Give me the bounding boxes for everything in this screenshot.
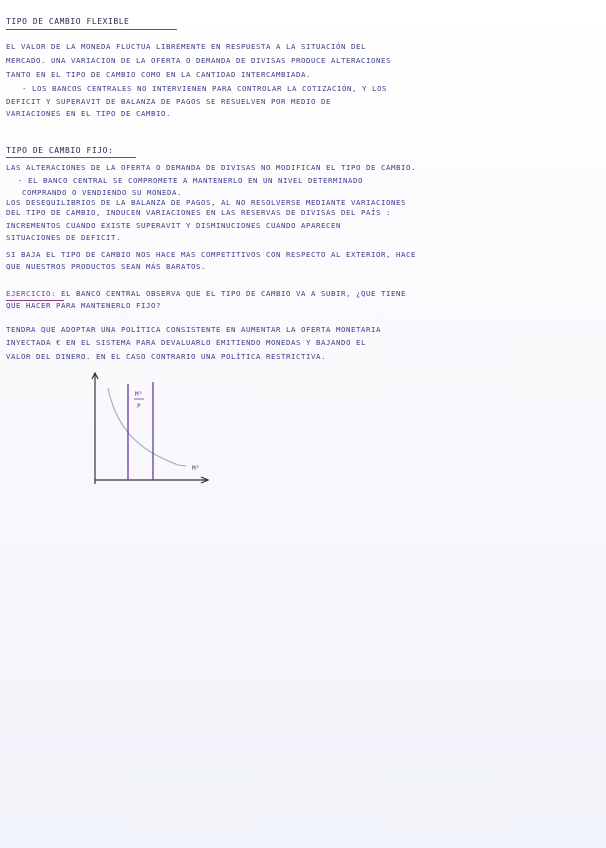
text-line: SITUACIONES DE DEFICIT. [6, 233, 121, 242]
text-line: SI BAJA EL TIPO DE CAMBIO NOS HACE MAS COMPETITIVOS CON RESPECTO AL EXTERIOR, HACE [6, 250, 416, 259]
title-underline [6, 29, 177, 30]
vertical-label-bottom: P [137, 403, 141, 410]
text-line: TANTO EN EL TIPO DE CAMBIO COMO EN LA CANTIDAD INTERCAMBIADA. [6, 70, 311, 79]
supply-demand-curve [108, 388, 186, 466]
exercise-label: EJERCICIO: [6, 289, 56, 298]
section-title-fixed: TIPO DE CAMBIO FIJO: [6, 146, 114, 155]
text-line: COMPRANDO O VENDIENDO SU MONEDA. [22, 188, 182, 197]
answer-line: VALOR DEL DINERO. EN EL CASO CONTRARIO UNA POLÍTICA RESTRICTIVA. [6, 352, 326, 361]
title-underline [6, 157, 136, 158]
answer-line: TENDRA QUE ADOPTAR UNA POLÍTICA CONSISTENTE EN AUMENTAR LA OFERTA MONETARIA [6, 325, 381, 334]
curve-label: M³ [192, 465, 200, 472]
exercise-question-text: EL BANCO CENTRAL OBSERVA QUE EL TIPO DE CAMBIO VA A SUBIR, ¿QUE TIENE [56, 289, 406, 298]
vertical-label-top: M³ [135, 391, 143, 398]
text-line: MERCADO. UNA VARIACION DE LA OFERTA O DEMANDA DE DIVISAS PRODUCE ALTERACIONES [6, 56, 391, 65]
text-line: LOS DESEQUILIBRIOS DE LA BALANZA DE PAGOS, AL NO RESOLVERSE MEDIANTE VARIACIONES [6, 198, 406, 207]
exercise-question-cont: QUE HACER PARA MANTENERLO FIJO? [6, 301, 161, 310]
section-title-flexible: TIPO DE CAMBIO FLEXIBLE [6, 17, 130, 26]
exercise-question [6, 289, 602, 299]
text-line: INCREMENTOS CUANDO EXISTE SUPERAVIT Y DISMINUCIONES CUANDO APARECEN [6, 221, 341, 230]
bullet-line: - EL BANCO CENTRAL SE COMPROMETE A MANTENERLO EN UN NIVEL DETERMINADO [18, 176, 363, 185]
text-line: DEFICIT Y SUPERAVIT DE BALANZA DE PAGOS SE RESUELVEN POR MEDIO DE [6, 97, 331, 106]
text-line: QUE NUESTROS PRODUCTOS SEAN MÁS BARATOS. [6, 262, 206, 271]
answer-line: INYECTADA € EN EL SISTEMA PARA DEVALUARLO EMITIENDO MONEDAS Y BAJANDO EL [6, 338, 366, 347]
text-line: LAS ALTERACIONES DE LA OFERTA O DEMANDA DE DIVISAS NO MODIFICAN EL TIPO DE CAMBIO. [6, 163, 416, 172]
text-line: EL VALOR DE LA MONEDA FLUCTUA LIBREMENTE EN RESPUESTA A LA SITUACIÓN DEL [6, 42, 366, 51]
text-line: DEL TIPO DE CAMBIO, INDUCEN VARIACIONES EN LAS RESERVAS DE DIVISAS DEL PAÍS : [6, 208, 391, 217]
text-line: VARIACIONES EN EL TIPO DE CAMBIO. [6, 109, 171, 118]
bullet-line: - LOS BANCOS CENTRALES NO INTERVIENEN PARA CONTROLAR LA COTIZACIÓN, Y LOS [22, 84, 387, 93]
fixed-exchange-rate-sketch [80, 368, 220, 490]
